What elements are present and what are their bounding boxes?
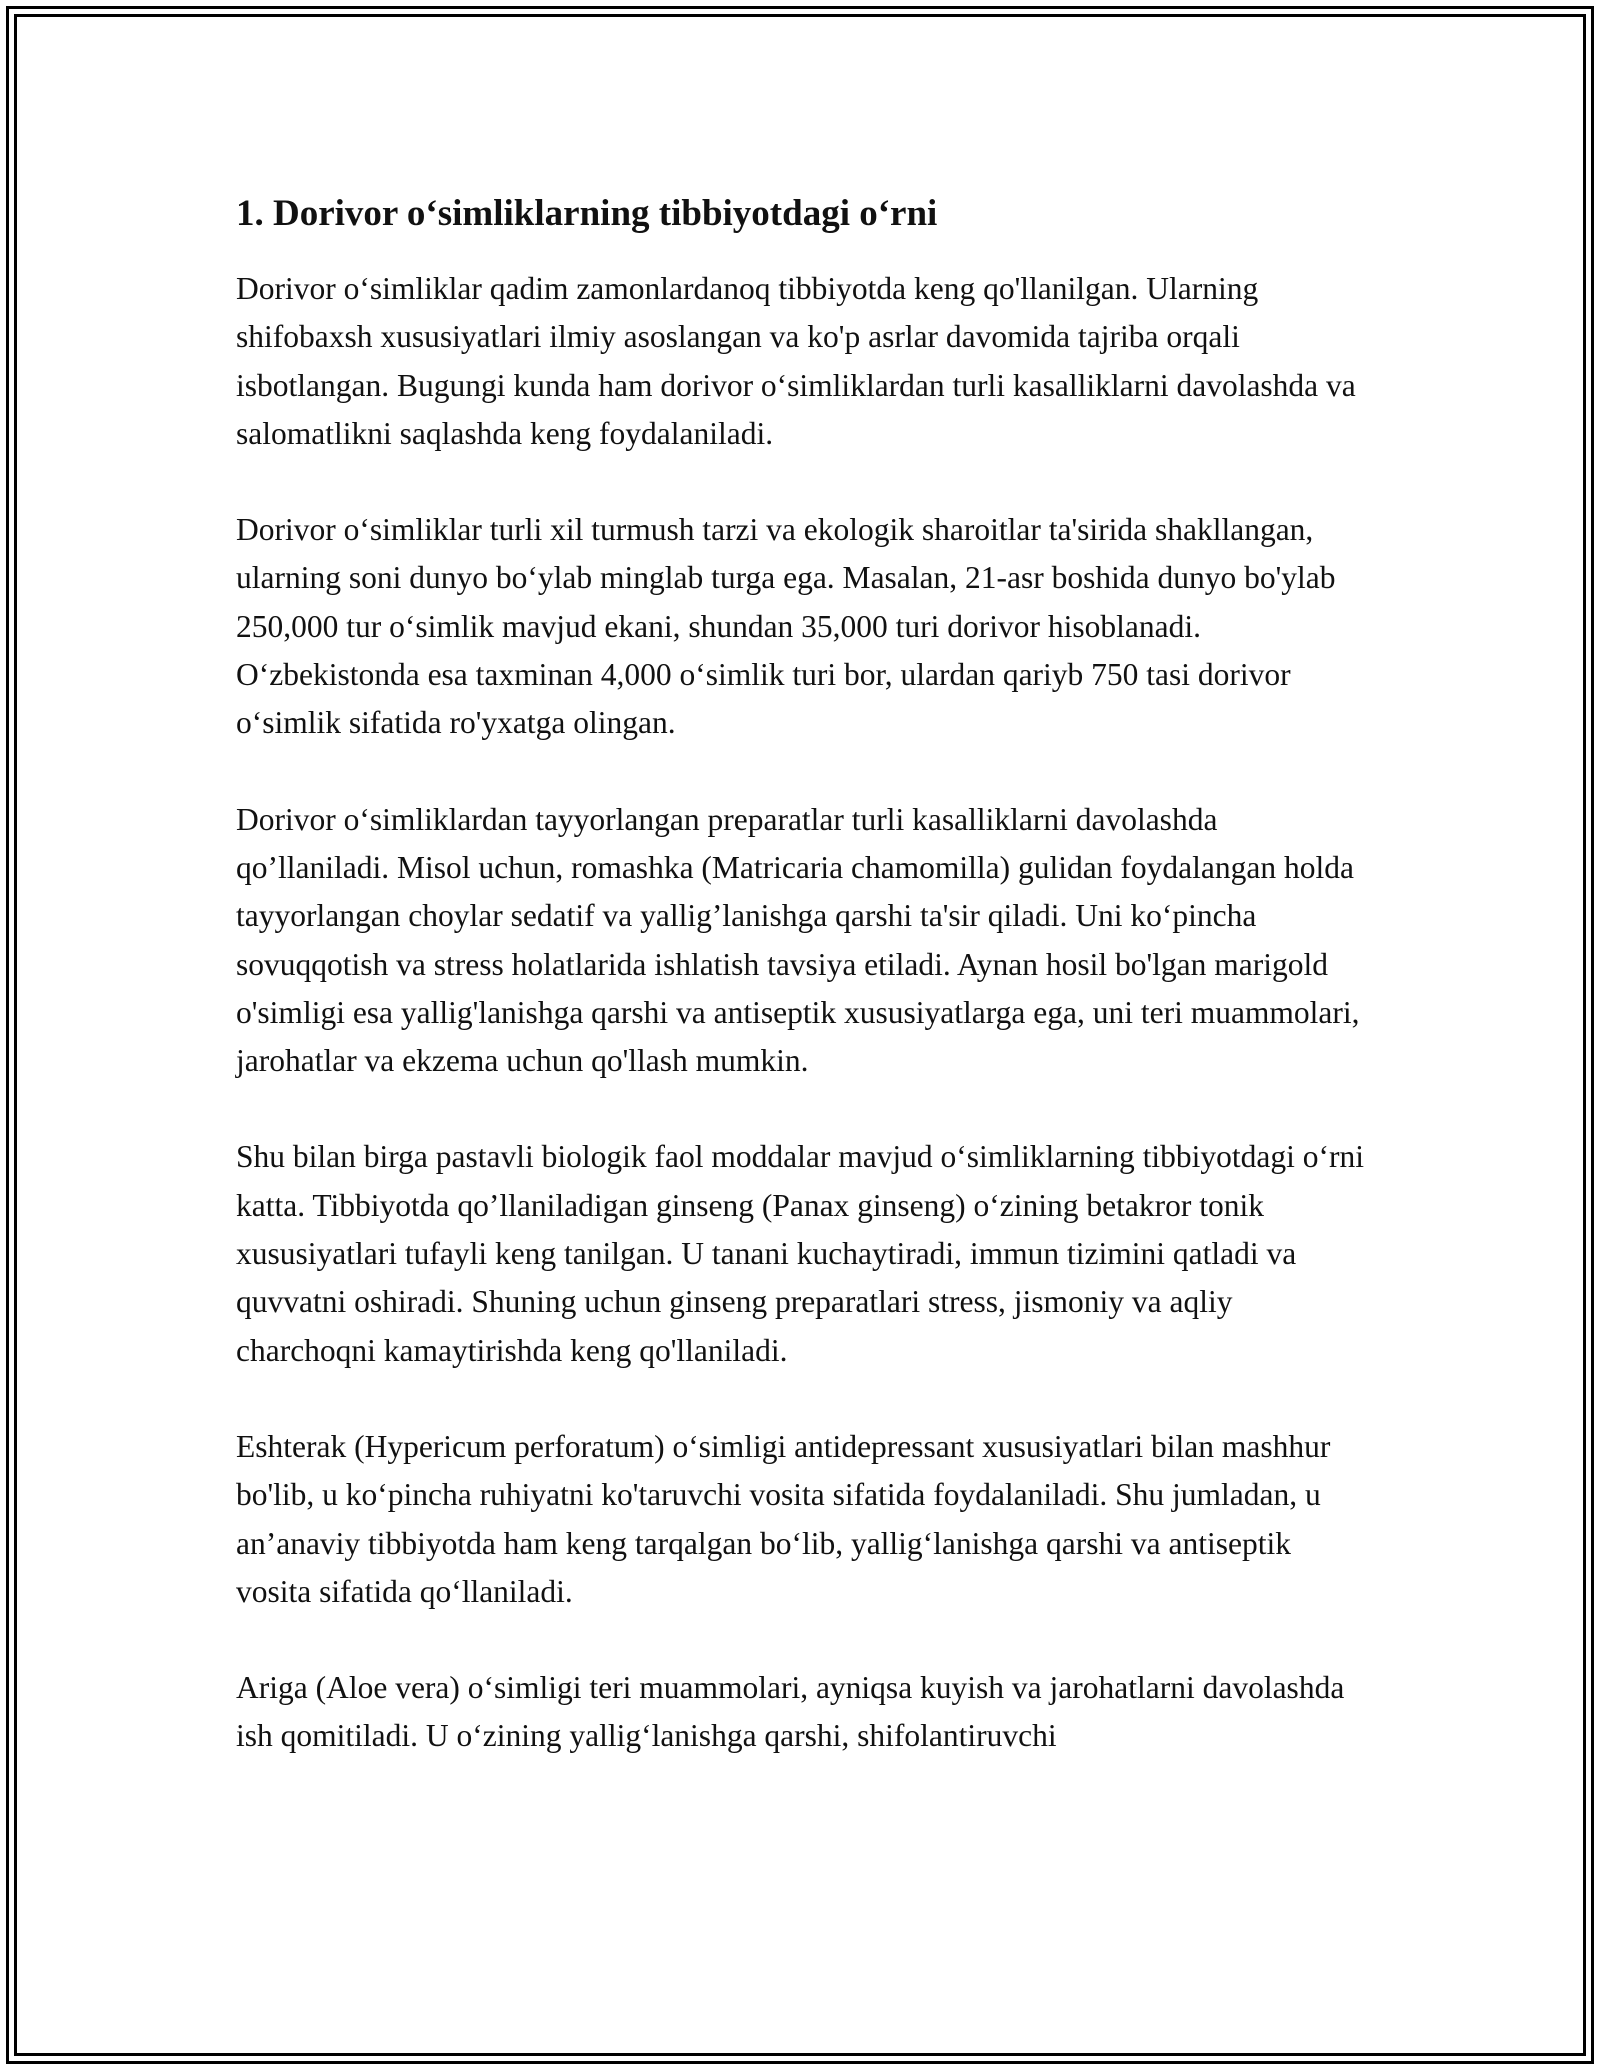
paragraph-hypericum: Eshterak (Hypericum perforatum) o‘simligi antidepressant xususiyatlari bilan mashhur bo'lib, u ko‘pincha ruhiyatni ko'taruvchi vosita sifatida foydalaniladi. Shu jumladan, u an’anaviy tibbiyotda ham keng tarqalgan bo‘lib, yallig‘lanishga qarshi va antiseptik vosita sifatida qo‘llaniladi. [236,1428,1331,1609]
paragraph-aloe: Ariga (Aloe vera) o‘simligi teri muammolari, ayniqsa kuyish va jarohatlarni davolashda ish qomitiladi. U o‘zining yallig‘lanishga qarshi, shifolantiruvchi [236,1670,1345,1754]
paragraph-intro: Dorivor o‘simliklar qadim zamonlardanoq tibbiyotda keng qo'llanilgan. Ularning shifobaxsh xususiyatlari ilmiy asoslangan va ko'p asrlar davomida tajriba orqali isbotlangan. Bugungi kunda ham dorivor o‘simliklardan turli kasalliklarni davolashda va salomatlikni saqlashda keng foydalaniladi. [236,271,1356,451]
paragraph-species-count: Dorivor o‘simliklar turli xil turmush tarzi va ekologik sharoitlar ta'sirida shakllangan, ularning soni dunyo bo‘ylab minglab turga ega. Masalan, 21-asr boshida dunyo bo'ylab 250,000 tur o‘simlik mavjud ekani, shundan 35,000 turi dorivor hisoblanadi. O‘zbekistonda esa taxminan 4,000 o‘simlik turi bor, ulardan qariyb 750 tasi dorivor o‘simlik sifatida ro'yxatga olingan. [236,512,1336,741]
paragraph-chamomile: Dorivor o‘simliklardan tayyorlangan preparatlar turli kasalliklarni davolashda qo’llaniladi. Misol uchun, romashka (Matricaria chamomilla) gulidan foydalangan holda tayyorlangan choylar sedatif va yallig’lanishga qarshi ta'sir qiladi. Uni ko‘pincha sovuqqotish va stress holatlarida ishlatish tavsiya etiladi. Aynan hosil bo'lgan marigold o'simligi esa yallig'lanishga qarshi va antiseptik xususiyatlarga ega, uni teri muammolari, jarohatlar va ekzema uchun qo'llash mumkin. [236,801,1360,1079]
document-body [236,185,1366,1809]
section-heading: 1. Dorivor o‘simliklarning tibbiyotdagi o‘rni [236,193,938,234]
paragraph-ginseng: Shu bilan birga pastavli biologik faol moddalar mavjud o‘simliklarning tibbiyotdagi o‘rni katta. Tibbiyotda qo’llaniladigan ginseng (Panax ginseng) o‘zining betakror tonik xususiyatlari tufayli keng tanilgan. U tanani kuchaytiradi, immun tizimini qatladi va quvvatni oshiradi. Shuning uchun ginseng preparatlari stress, jismoniy va aqliy charchoqni kamaytirishda keng qo'llaniladi. [236,1139,1365,1368]
